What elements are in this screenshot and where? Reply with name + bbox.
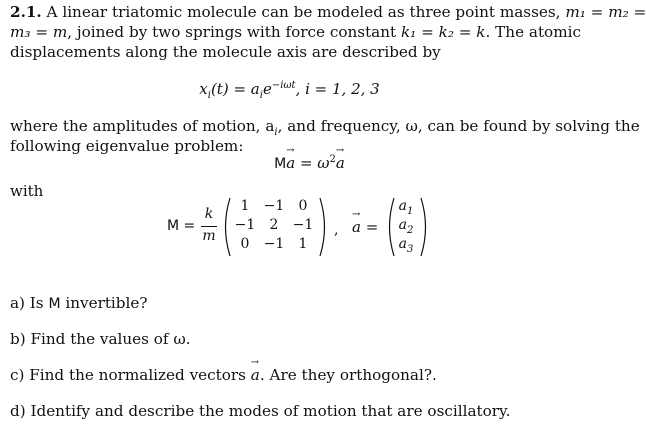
question-d: d) Identify and describe the modes of motion that are oscillatory. [10,402,511,420]
matrix-cell: −1 [263,198,285,214]
displacement-equation: $x_i(t) = a_ie^{-i\omega t}$, i = 1, 2, 3 [199,80,380,101]
matrix-left-paren [220,196,232,258]
matrix-cell: −1 [263,236,285,252]
a-vector-label: → a = [352,218,378,236]
fraction-numerator-k: k [204,206,214,222]
matrix-right-paren [318,196,330,258]
vector-cell: $a_2$ [398,217,414,236]
intro-line-2: m₃ = m, joined by two springs with force constant k₁ = k₂ = k. The atomic [10,23,581,41]
question-b: b) Find the values of ω. [10,330,191,348]
vector-cell: $a_3$ [398,236,414,255]
question-a: a) Is M invertible? [10,294,148,312]
problem-number: 2.1. [10,3,42,21]
m-equals-label: M = [167,218,196,234]
matrix-cell: 2 [269,217,279,233]
intro-line-3: displacements along the molecule axis are described by [10,43,441,61]
eigenvalue-equation: $M\to a = \omega^2\to a$ [10,154,609,172]
where-line-1: where the amplitudes of motion, $a_i$, and frequency, ω, can be found by solving the [10,117,640,139]
question-c: c) Find the normalized vectors → a. Are they orthogonal?. [10,366,437,384]
intro-line-1: 2.1. A linear triatomic molecule can be modeled as three point masses, m₁ = m₂ = [10,3,646,21]
matrix-cell: 1 [298,236,308,252]
fraction-denominator-m: m [202,228,216,244]
fraction-bar [201,226,217,227]
where-paragraph [10,116,640,156]
matrix-definition [0,196,599,256]
comma: , [334,222,339,238]
matrix-cell: 1 [240,198,250,214]
where-line-2: following eigenvalue problem: [10,137,244,155]
matrix-cell: 0 [298,198,308,214]
matrix-cell: 0 [240,236,250,252]
vector-right-paren [419,196,431,258]
problem-intro [10,2,646,62]
matrix-cell: −1 [234,217,256,233]
matrix-cell: −1 [292,217,314,233]
with-label: with [10,182,44,200]
vector-cell: $a_1$ [398,198,414,217]
